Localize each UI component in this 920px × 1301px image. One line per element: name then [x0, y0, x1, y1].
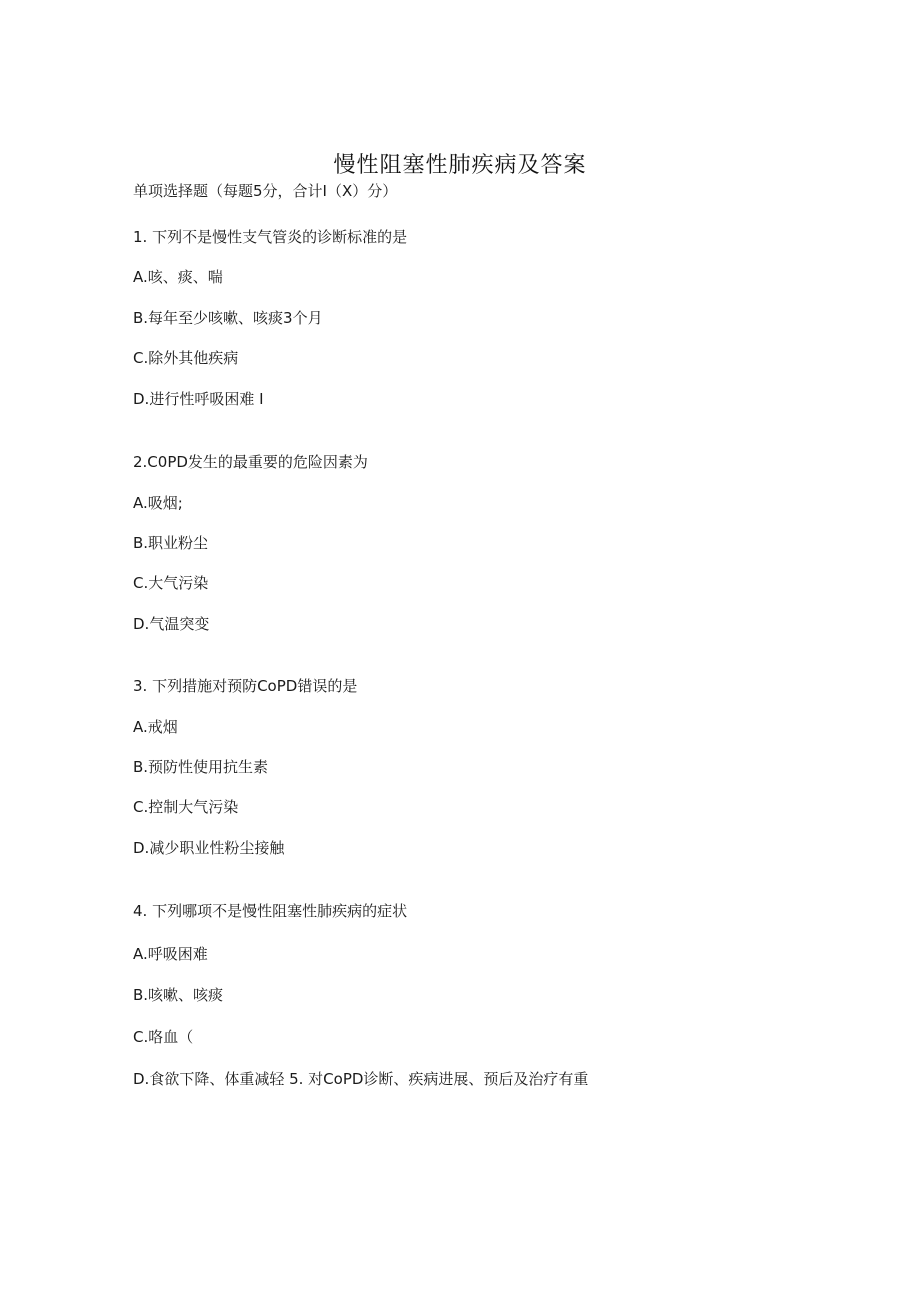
answer-option: A.戒烟 — [133, 718, 178, 736]
answer-option: B.咳嗽、咳痰 — [133, 986, 224, 1004]
answer-option: B.每年至少咳嗽、咳痰3个月 — [133, 309, 323, 327]
answer-option: C.咯血（ — [133, 1028, 194, 1046]
question-stem: 3. 下列措施对预防CoPD错误的是 — [133, 677, 358, 695]
answer-option: D.气温突变 — [133, 615, 210, 633]
question-stem: 2.C0PD发生的最重要的危险因素为 — [133, 453, 368, 471]
answer-option: C.控制大气污染 — [133, 798, 239, 816]
answer-option: C.除外其他疾病 — [133, 349, 239, 367]
answer-option: D.进行性呼吸困难 I — [133, 390, 264, 408]
answer-option: C.大气污染 — [133, 574, 209, 592]
answer-option: B.职业粉尘 — [133, 534, 209, 552]
question-stem: 4. 下列哪项不是慢性阻塞性肺疾病的症状 — [133, 902, 408, 920]
section-header: 单项选择题（每题5分，合计I（X）分） — [133, 182, 398, 200]
document-title: 慢性阻塞性肺疾病及答案 — [333, 153, 587, 178]
answer-option: B.预防性使用抗生素 — [133, 758, 269, 776]
question-stem: 1. 下列不是慢性支气管炎的诊断标准的是 — [133, 228, 408, 246]
answer-option: D.食欲下降、体重减轻 5. 对CoPD诊断、疾病进展、预后及治疗有重 — [133, 1070, 589, 1088]
answer-option: A.呼吸困难 — [133, 945, 208, 963]
answer-option: A.咳、痰、喘 — [133, 268, 223, 286]
answer-option: A.吸烟; — [133, 494, 183, 512]
answer-option: D.减少职业性粉尘接触 — [133, 839, 285, 857]
